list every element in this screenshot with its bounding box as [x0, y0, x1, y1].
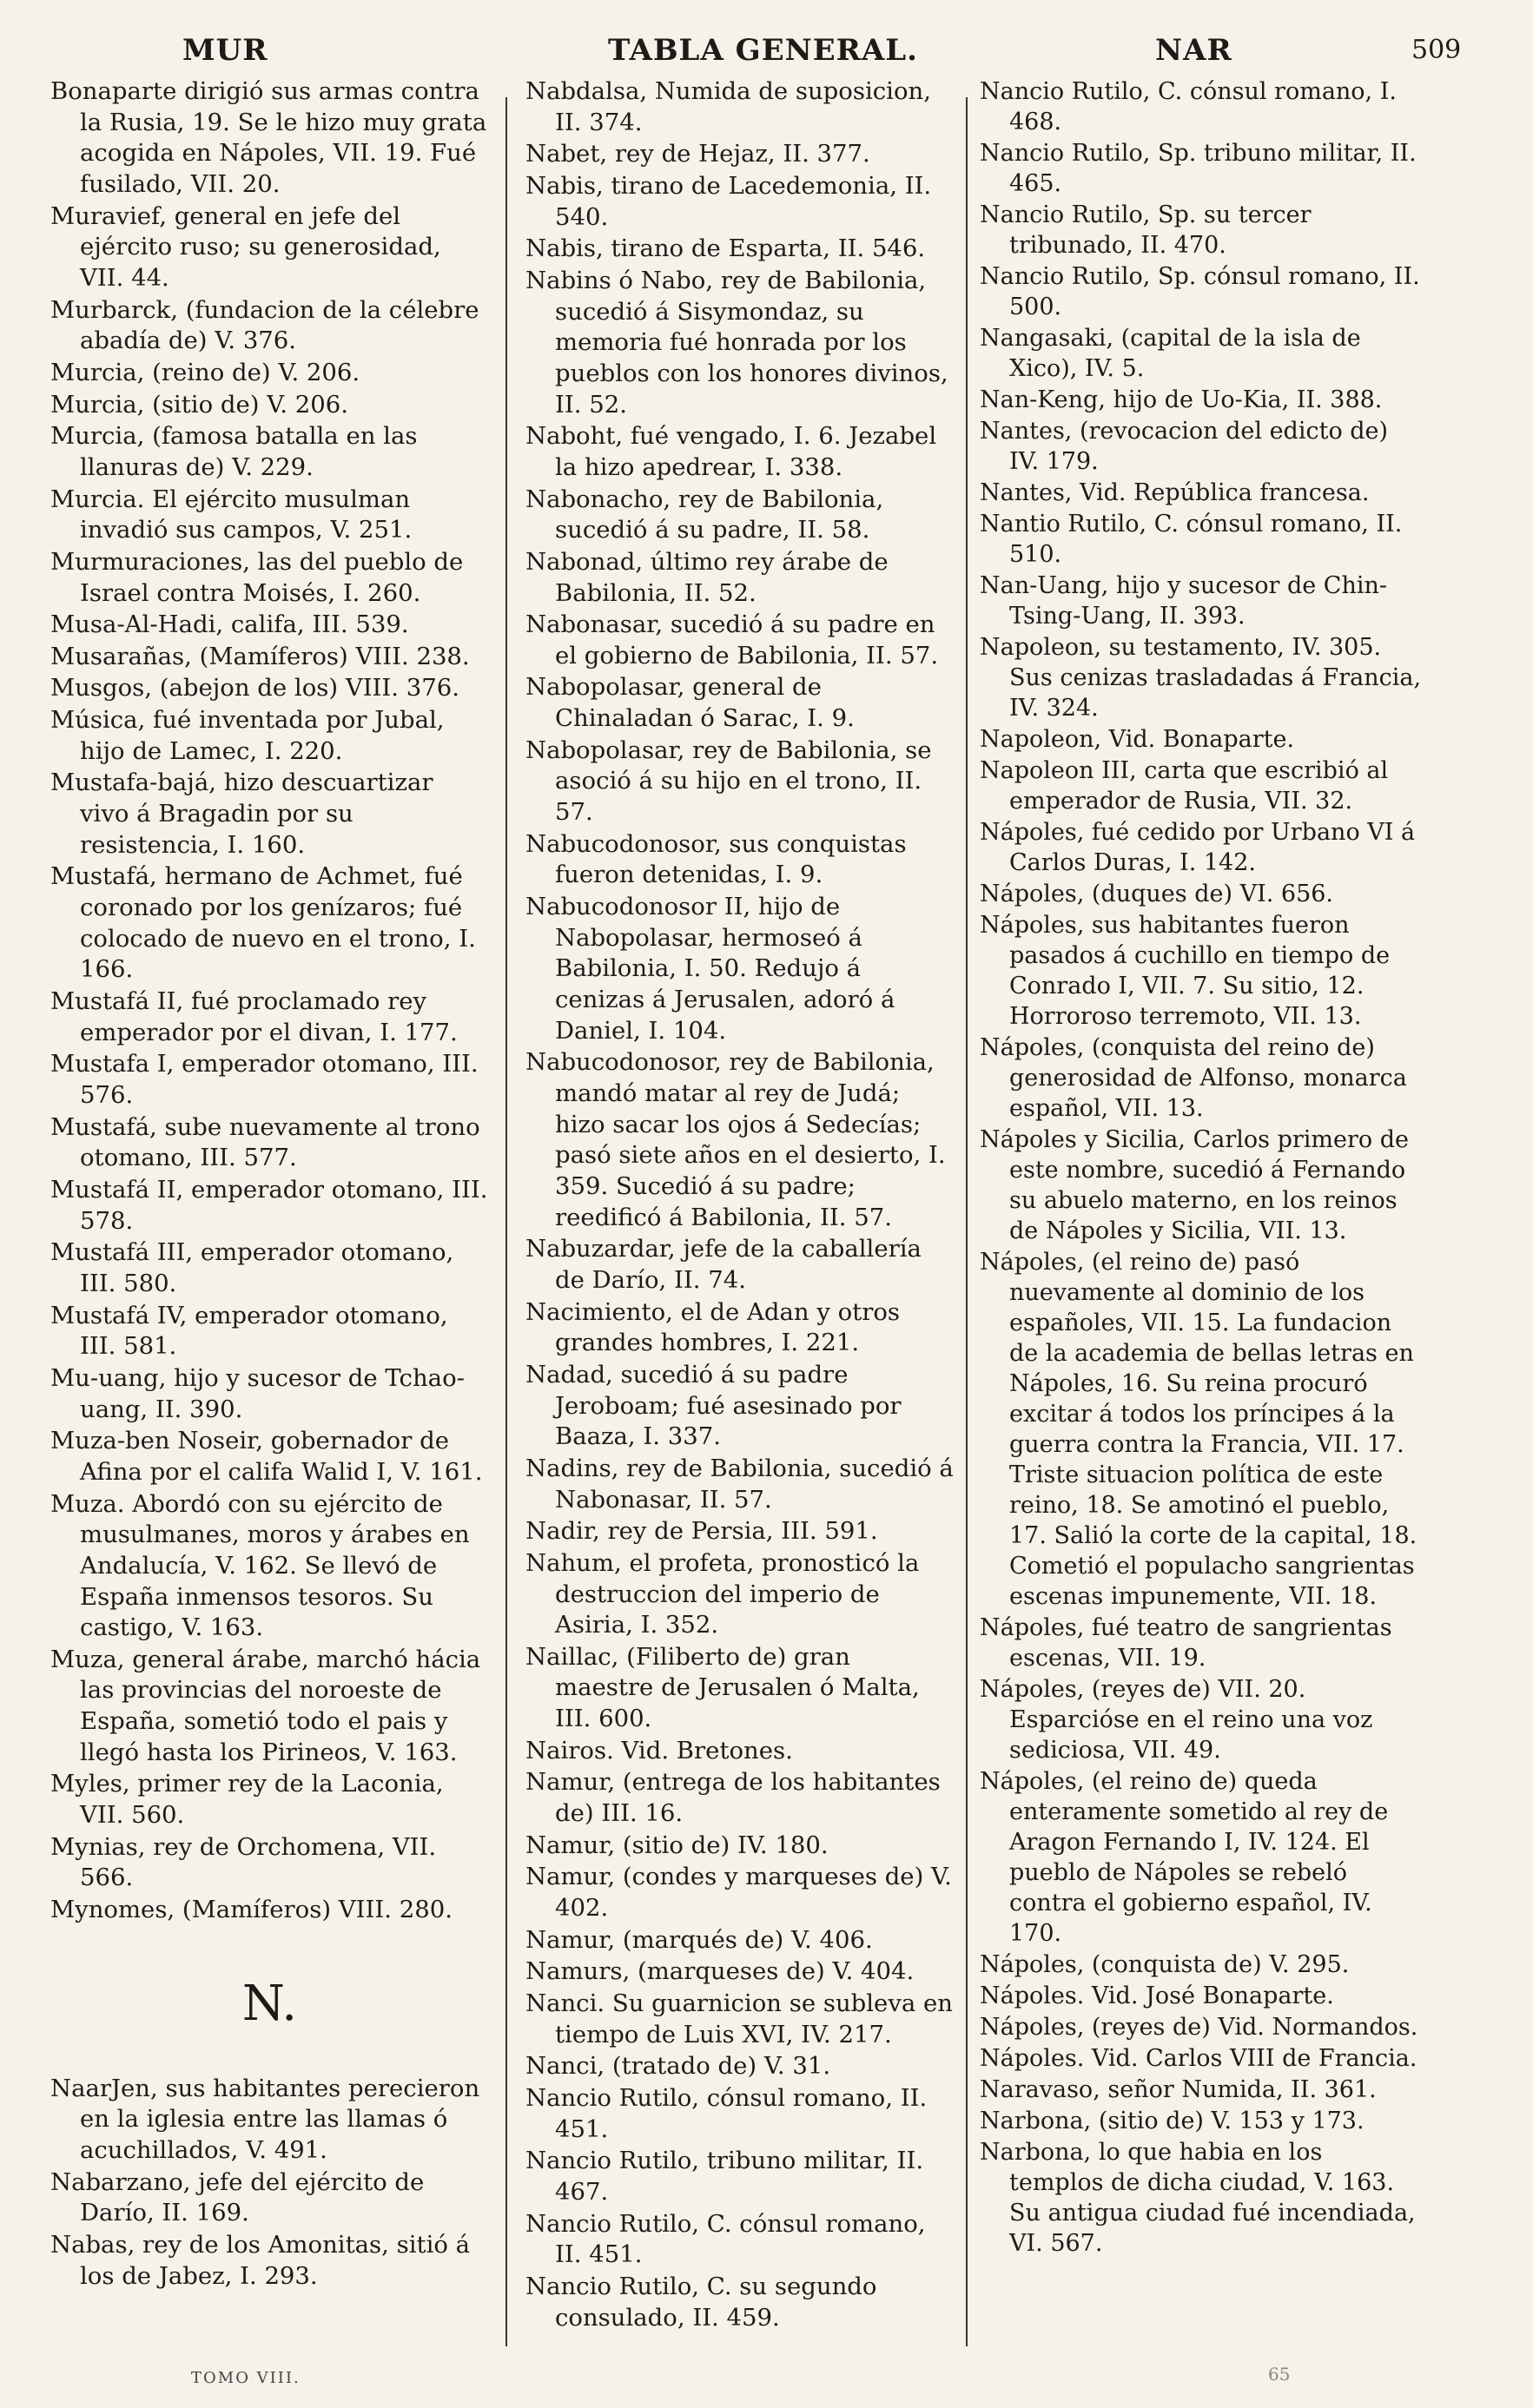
- entry-list: [50, 76, 489, 1926]
- index-entry: Nabis, tirano de Lacedemonia, II. 540.: [525, 171, 932, 231]
- index-entry: Nancio Rutilo, Sp. su tercer tribunado, II. 470.: [980, 201, 1312, 259]
- index-entry: Bonaparte dirigió sus armas contra la Rusia, 19. Se le hizo muy grata acogida en Nápoles, VII. 19. Fué fusilado, VII. 20.: [50, 77, 487, 198]
- index-entry: Música, fué inventada por Jubal, hijo de Lamec, I. 220.: [50, 706, 445, 765]
- index-entry: NaarJen, sus habitantes perecieron en la iglesia entre las llamas ó acuchillados, V. 491.: [50, 2074, 480, 2165]
- index-entry: Nacimiento, el de Adan y otros grandes hombres, I. 221.: [525, 1297, 901, 1357]
- index-entry: Napoleon, Vid. Bonaparte.: [980, 726, 1295, 753]
- index-entry: Mustafá IV, emperador otomano, III. 581.: [50, 1301, 448, 1361]
- index-entry: Musgos, (abejon de los) VIII. 376.: [50, 674, 459, 703]
- index-entry: Nápoles, (reyes de) VII. 20. Esparcióse en el reino una voz sediciosa, VII. 49.: [980, 1676, 1373, 1764]
- index-entry: Nápoles, (conquista del reino de) generosidad de Alfonso, monarca español, VII. 13.: [980, 1034, 1407, 1122]
- index-entry: Nápoles, (duques de) VI. 656.: [980, 881, 1334, 907]
- index-entry: Nancio Rutilo, tribuno militar, II. 467.: [525, 2147, 924, 2206]
- index-entry: Nabuzardar, jefe de la caballería de Darío, II. 74.: [525, 1235, 922, 1294]
- index-entry: Nápoles, (el reino de) pasó nuevamente al dominio de los españoles, VII. 15. La fundacion de la academia de bellas letras en Nápoles, 16. Su reina procuró excitar á todos los príncipes á la guerra contra la Francia, VII. 17. Triste situacion política de este reino, 18. Se amotinó el pueblo, 17. Salió la corte de la capital, 18. Cometió el populacho sangrientas escenas impunemente, VII. 18.: [980, 1249, 1417, 1610]
- index-entry: Mustafa I, emperador otomano, III. 576.: [50, 1050, 479, 1109]
- index-entry: Murcia. El ejército musulman invadió sus campos, V. 251.: [50, 485, 413, 544]
- index-entry: Mustafá III, emperador otomano, III. 580.: [50, 1238, 454, 1297]
- index-entry: Namurs, (marqueses de) V. 404.: [525, 1957, 915, 1986]
- index-entry: Muza. Abordó con su ejército de musulmanes, moros y árabes en Andalucía, V. 162. Se llevó de España inmensos tesoros. Su castigo, V. 163.: [50, 1489, 470, 1642]
- index-column-2: [525, 76, 955, 2334]
- index-entry: Nápoles, fué cedido por Urbano VI á Carlos Duras, I. 142.: [980, 819, 1416, 876]
- index-entry: Murmuraciones, las del pueblo de Israel contra Moisés, I. 260.: [50, 547, 464, 607]
- entry-list: [50, 2074, 489, 2293]
- index-entry: Nadir, rey de Persia, III. 591.: [525, 1517, 878, 1546]
- column-divider: [966, 97, 968, 2346]
- index-column-1: [50, 76, 489, 2293]
- index-entry: Nabarzano, jefe del ejército de Darío, II. 169.: [50, 2167, 425, 2227]
- index-entry: Nabins ó Nabo, rey de Babilonia, sucedió á Sisymondaz, su memoria fué honrada por los pueblos con los honores divinos, II. 52.: [525, 266, 948, 419]
- index-entry: Nantio Rutilo, C. cónsul romano, II. 510.: [980, 511, 1403, 568]
- index-entry: Mu-uang, hijo y sucesor de Tchao-uang, II. 390.: [50, 1363, 465, 1423]
- index-entry: Nahum, el profeta, pronosticó la destruccion del imperio de Asiria, I. 352.: [525, 1548, 920, 1639]
- index-entry: Nápoles, (reyes de) Vid. Normandos.: [980, 2014, 1418, 2041]
- index-entry: Nabonad, último rey árabe de Babilonia, II. 52.: [525, 547, 889, 607]
- index-entry: Murcia, (reino de) V. 206.: [50, 358, 360, 386]
- column-divider: [505, 97, 507, 2346]
- index-entry: Myles, primer rey de la Laconia, VII. 560.: [50, 1770, 444, 1830]
- index-entry: Mustafa-bajá, hizo descuartizar vivo á Bragadin por su resistencia, I. 160.: [50, 769, 433, 859]
- running-head-center: TABLA GENERAL.: [608, 33, 919, 68]
- index-column-3: [980, 76, 1423, 2260]
- index-entry: Nabucodonosor II, hijo de Nabopolasar, hermoseó á Babilonia, I. 50. Redujo á cenizas á Jerusalen, adoró á Daniel, I. 104.: [525, 893, 895, 1045]
- index-entry: Namur, (marqués de) V. 406.: [525, 1925, 873, 1954]
- index-entry: Nancio Rutilo, C. cónsul romano, I. 468.: [980, 78, 1397, 135]
- index-entry: Nantes, Vid. República francesa.: [980, 479, 1370, 506]
- index-entry: Namur, (entrega de los habitantes de) III. 16.: [525, 1768, 941, 1828]
- index-entry: Nancio Rutilo, Sp. cónsul romano, II. 500.: [980, 263, 1420, 320]
- index-entry: Nan-Keng, hijo de Uo-Kia, II. 388.: [980, 386, 1383, 413]
- index-entry: Muravief, general en jefe del ejército ruso; su generosidad, VII. 44.: [50, 201, 441, 292]
- index-entry: Murcia, (sitio de) V. 206.: [50, 390, 348, 419]
- index-entry: Mustafá, hermano de Achmet, fué coronado por los genízaros; fué colocado de nuevo en el trono, I. 166.: [50, 862, 476, 984]
- index-entry: Nabucodonosor, rey de Babilonia, mandó matar al rey de Judá; hizo sacar los ojos á Sedecías; pasó siete años en el desierto, I. 359. Sucedió á su padre; reedificó á Babilonia, II. 57.: [525, 1048, 946, 1231]
- index-entry: Mynomes, (Mamíferos) VIII. 280.: [50, 1896, 453, 1924]
- volume-signature: TOMO VIII.: [191, 2369, 301, 2387]
- index-entry: Namur, (condes y marqueses de) V. 402.: [525, 1863, 952, 1923]
- index-entry: Mustafá, sube nuevamente al trono otomano, III. 577.: [50, 1112, 480, 1172]
- index-entry: Nabis, tirano de Esparta, II. 546.: [525, 234, 926, 263]
- index-entry: Nancio Rutilo, cónsul romano, II. 451.: [525, 2084, 928, 2143]
- index-entry: Nabonacho, rey de Babilonia, sucedió á su padre, II. 58.: [525, 485, 884, 544]
- index-entry: Nancio Rutilo, Sp. tribuno militar, II. 465.: [980, 140, 1417, 197]
- index-entry: Nadins, rey de Babilonia, sucedió á Nabonasar, II. 57.: [525, 1454, 954, 1514]
- index-entry: Musarañas, (Mamíferos) VIII. 238.: [50, 642, 470, 670]
- index-entry: Nabdalsa, Numida de suposicion, II. 374.: [525, 77, 931, 136]
- index-entry: Nanci. Su guarnicion se subleva en tiempo de Luis XVI, IV. 217.: [525, 1989, 953, 2048]
- index-entry: Nairos. Vid. Bretones.: [525, 1736, 793, 1765]
- index-entry: Nan-Uang, hijo y sucesor de Chin-Tsing-Uang, II. 393.: [980, 572, 1387, 630]
- index-entry: Nabopolasar, general de Chinaladan ó Sarac, I. 9.: [525, 673, 855, 733]
- index-entry: Naravaso, señor Numida, II. 361.: [980, 2076, 1377, 2103]
- index-entry: Nabopolasar, rey de Babilonia, se asoció á su hijo en el trono, II. 57.: [525, 736, 932, 827]
- index-entry: Mustafá II, emperador otomano, III. 578.: [50, 1175, 488, 1235]
- index-entry: Nangasaki, (capital de la isla de Xico), IV. 5.: [980, 325, 1361, 382]
- index-entry: Narbona, (sitio de) V. 153 y 173.: [980, 2108, 1365, 2134]
- running-head-right: NAR: [1155, 33, 1232, 68]
- index-entry: Mustafá II, fué proclamado rey emperador por el divan, I. 177.: [50, 987, 458, 1046]
- entry-list: [980, 76, 1423, 2259]
- index-entry: Nápoles, (conquista de) V. 295.: [980, 1951, 1350, 1978]
- index-entry: Nápoles y Sicilia, Carlos primero de este nombre, sucedió á Fernando su abuelo materno, en los reinos de Nápoles y Sicilia, VII. 13.: [980, 1126, 1409, 1244]
- running-head-left: MUR: [182, 33, 268, 68]
- index-entry: Nápoles, sus habitantes fueron pasados á cuchillo en tiempo de Conrado I, VII. 7. Su sitio, 12. Horroroso terremoto, VII. 13.: [980, 912, 1391, 1030]
- index-entry: Nabucodonosor, sus conquistas fueron detenidas, I. 9.: [525, 829, 907, 889]
- index-entry: Murbarck, (fundacion de la célebre abadía de) V. 376.: [50, 295, 479, 355]
- page-number: 509: [1411, 35, 1462, 65]
- index-entry: Nabas, rey de los Amonitas, sitió á los de Jabez, I. 293.: [50, 2231, 471, 2290]
- index-entry: Napoleon III, carta que escribió al emperador de Rusia, VII. 32.: [980, 757, 1389, 815]
- index-entry: Nápoles, fué teatro de sangrientas escenas, VII. 19.: [980, 1614, 1392, 1672]
- index-entry: Murcia, (famosa batalla en las llanuras de) V. 229.: [50, 422, 418, 481]
- index-entry: Nápoles, (el reino de) queda enteramente sometido al rey de Aragon Fernando I, IV. 124. El pueblo de Nápoles se rebeló contra el gobierno español, IV. 170.: [980, 1768, 1389, 1947]
- index-entry: Naillac, (Filiberto de) gran maestre de Jerusalen ó Malta, III. 600.: [525, 1642, 920, 1733]
- index-entry: Nanci, (tratado de) V. 31.: [525, 2052, 831, 2081]
- index-entry: Namur, (sitio de) IV. 180.: [525, 1831, 829, 1859]
- section-letter: N.: [241, 1975, 298, 2032]
- index-entry: Nápoles. Vid. Carlos VIII de Francia.: [980, 2045, 1417, 2072]
- index-entry: Muza, general árabe, marchó hácia las provincias del noroeste de España, sometió todo el pais y llegó hasta los Pirineos, V. 163.: [50, 1645, 481, 1766]
- index-entry: Napoleon, su testamento, IV. 305. Sus cenizas trasladadas á Francia, IV. 324.: [980, 634, 1422, 722]
- index-entry: Nancio Rutilo, C. su segundo consulado, II. 459.: [525, 2272, 877, 2332]
- index-entry: Narbona, lo que habia en los templos de dicha ciudad, V. 163. Su antigua ciudad fué incendiada, VI. 567.: [980, 2139, 1416, 2257]
- index-entry: Mynias, rey de Orchomena, VII. 566.: [50, 1832, 437, 1892]
- index-entry: Nantes, (revocacion del edicto de) IV. 179.: [980, 418, 1389, 475]
- index-entry: Nápoles. Vid. José Bonaparte.: [980, 1982, 1334, 2009]
- sheet-mark: 65: [1268, 2364, 1291, 2385]
- index-entry: Nabet, rey de Hejaz, II. 377.: [525, 140, 870, 168]
- index-entry: Naboht, fué vengado, I. 6. Jezabel la hizo apedrear, I. 338.: [525, 422, 937, 481]
- entry-list: [525, 76, 955, 2333]
- index-entry: Nadad, sucedió á su padre Jeroboam; fué asesinado por Baaza, I. 337.: [525, 1360, 902, 1451]
- index-entry: Musa-Al-Hadi, califa, III. 539.: [50, 610, 409, 639]
- index-entry: Nancio Rutilo, C. cónsul romano, II. 451.: [525, 2209, 926, 2269]
- index-entry: Nabonasar, sucedió á su padre en el gobierno de Babilonia, II. 57.: [525, 610, 939, 670]
- index-entry: Muza-ben Noseir, gobernador de Afina por el califa Walid I, V. 161.: [50, 1427, 483, 1486]
